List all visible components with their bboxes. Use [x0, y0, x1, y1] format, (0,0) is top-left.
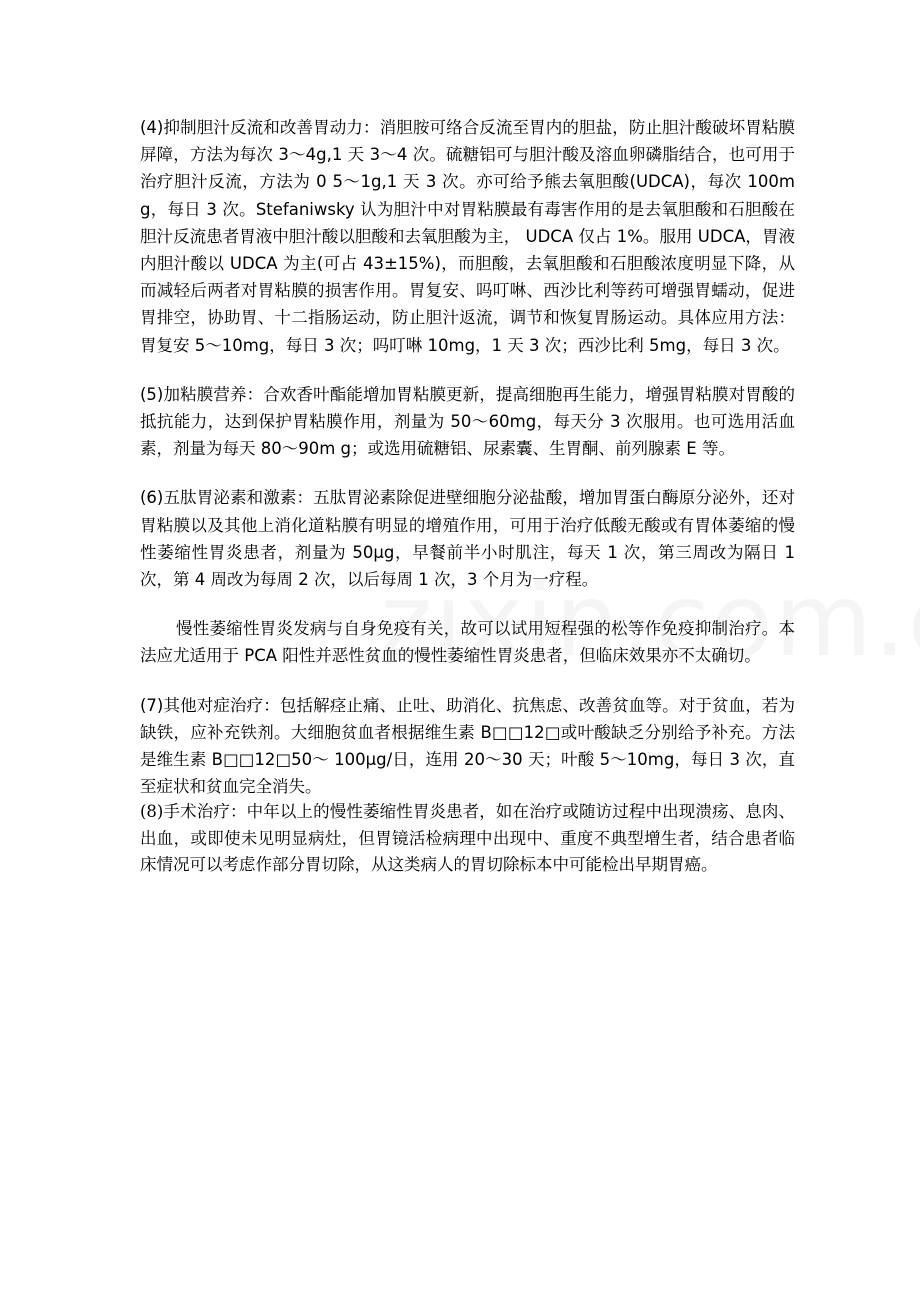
paragraph-spacer [140, 462, 795, 484]
paragraph-4-bile-reflux: (4)抑制胆汁反流和改善胃动力：消胆胺可络合反流至胃内的胆盐，防止胆汁酸破坏胃粘膜屏障，方法为每次 3～4g,1 天 3～4 次。硫糖铝可与胆汁酸及溶血卵磷脂结合，也可用于治疗胆汁反流，方法为 0 5～1g,1 天 3 次。亦可给予熊去氧胆酸(UDCA)，每次 100mg，每日 3 次。Stefaniwsky 认为胆汁中对胃粘膜最有毒害作用的是去氧胆酸和石胆酸在胆汁反流患者胃液中胆汁酸以胆酸和去氧胆酸为主， UDCA 仅占 1%。服用 UDCA，胃液内胆汁酸以 UDCA 为主(可占 43±15%)，而胆酸，去氧胆酸和石胆酸浓度明显下降，从而减轻后两者对胃粘膜的损害作用。胃复安、吗叮啉、西沙比利等药可增强胃蠕动，促进胃排空，协助胃、十二指肠运动，防止胆汁返流，调节和恢复胃肠运动。具体应用方法：胃复安 5～10mg，每日 3 次；吗叮啉 10mg，1 天 3 次；西沙比利 5mg，每日 3 次。 [140, 118, 795, 355]
paragraph-8-surgical-treatment: (8)手术治疗：中年以上的慢性萎缩性胃炎患者，如在治疗或随访过程中出现溃疡、息肉、出血，或即使未见明显病灶，但胃镜活检病理中出现中、重度不典型增生者，结合患者临床情况可以考虑作部分胃切除，从这类病人的胃切除标本中可能检出早期胃癌。 [140, 802, 795, 875]
paragraph-spacer [140, 593, 795, 615]
paragraph-7-symptomatic-treatment: (7)其他对症治疗：包括解痉止痛、止吐、助消化、抗焦虑、改善贫血等。对于贫血，若为缺铁，应补充铁剂。大细胞贫血者根据维生素 B□□12□或叶酸缺乏分别给予补充。方法是维生素 B□□12□50～ 100μg/日，连用 20～30 天；叶酸 5～10mg，每日 3 次，直至症状和贫血完全消失。 [140, 695, 795, 797]
paragraph-spacer [140, 670, 795, 692]
document-body [140, 114, 795, 879]
paragraph-spacer [140, 359, 795, 381]
paragraph-5-mucosal-nutrition: (5)加粘膜营养：合欢香叶酯能增加胃粘膜更新，提高细胞再生能力，增强胃粘膜对胃酸的抵抗能力，达到保护胃粘膜作用，剂量为 50～60mg，每天分 3 次服用。也可选用活血素，剂量为每天 80～90m g；或选用硫糖铝、尿素囊、生胃酮、前列腺素 E 等。 [140, 384, 795, 459]
paragraph-6-pentagastrin: (6)五肽胃泌素和激素：五肽胃泌素除促进壁细胞分泌盐酸，增加胃蛋白酶原分泌外，还对胃粘膜以及其他上消化道粘膜有明显的增殖作用，可用于治疗低酸无酸或有胃体萎缩的慢性萎缩性胃炎患者，剂量为 50μg，早餐前半小时肌注，每天 1 次，第三周改为隔日 1 次，第 4 周改为每周 2 次，以后每周 1 次，3 个月为一疗程。 [140, 488, 795, 590]
paragraph-immunosuppression: 慢性萎缩性胃炎发病与自身免疫有关，故可以试用短程强的松等作免疫抑制治疗。本法应尤适用于 PCA 阳性并恶性贫血的慢性萎缩性胃炎患者，但临床效果亦不太确切。 [140, 619, 795, 666]
